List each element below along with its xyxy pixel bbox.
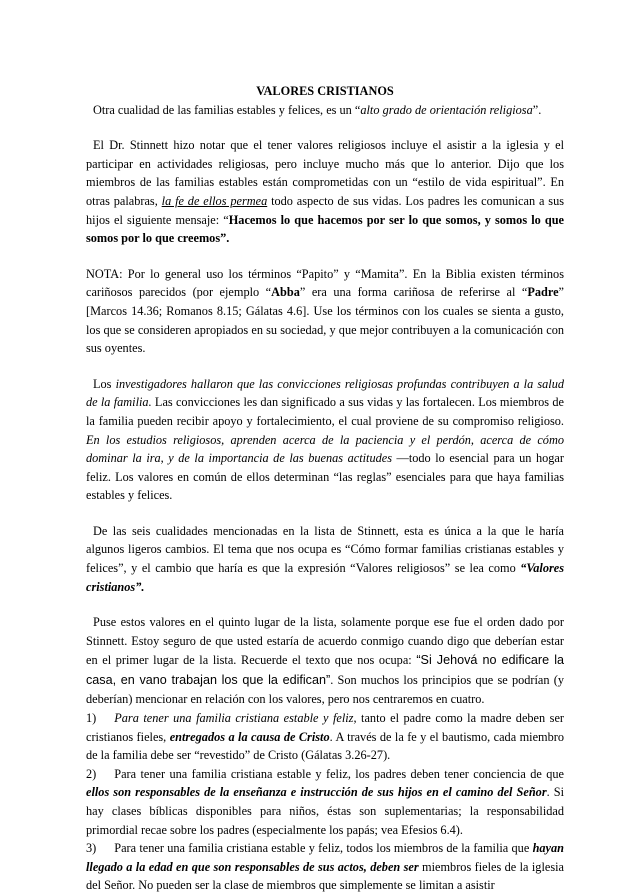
p1-text-2: todo aspecto de sus vidas. Los padres les comunican a sus hijos el siguiente mensaje: “ [86, 193, 565, 227]
item2-text-2: . Si hay clases bíblicas disponibles para niños, éstas son suplementarias; la responsabilidad primordial recae sobre los padres (especialmente los papás; vea Efesios 6.4). [86, 785, 564, 837]
list-item-2 [86, 765, 564, 839]
item3-text-2: miembros fieles de la iglesia del Señor. No pueden ser la clase de miembros que simplemente se limitan a asistir [86, 859, 564, 893]
paragraph-nota [86, 265, 564, 358]
p4-scripture-quote: “Si Jehová no edificare la casa, en vano trabajan los que la edifican” [86, 653, 564, 688]
item1-text-2: . A través de la fe y el bautismo, cada miembro de la familia debe ser “revestido” de Cristo (Gálatas 3.26-27). [86, 729, 564, 763]
paragraph-stinnett [86, 136, 564, 248]
p2-italic-2: En los estudios religiosos, aprenden acerca de la paciencia y el perdón, acerca de cómo dominar la ira, y de la importancia de las buenas actitudes [86, 432, 564, 466]
paragraph-investigadores [86, 375, 564, 505]
list-number: 1) [86, 711, 97, 726]
nota-text-3: ” [Marcos 14.36; Romanos 8.15; Gálatas 4.6]. Use los términos con los cuales se sienta a gusto, los que se consideren apropiados en su sociedad, y que mejor contribuyen a la comunicación con sus oyentes. [86, 285, 564, 356]
list-number: 2) [86, 766, 97, 781]
list-item-1 [86, 709, 564, 765]
document-page [86, 82, 564, 895]
paragraph-quinto-lugar [86, 613, 564, 709]
intro-paragraph [86, 101, 564, 120]
p2-text: Los [93, 376, 116, 391]
intro-end: ”. [532, 102, 542, 117]
item1-text: tanto el padre como la madre deben ser cristianos fieles, [86, 711, 565, 744]
nota-padre: Padre [527, 285, 559, 300]
paragraph-cualidades [86, 522, 564, 596]
p2-text-2: Las convicciones les dan significado a sus vidas y las fortalecen. Los miembros de la familia pueden recibir apoyo y fortalecimiento, el cual proviene de su compromiso religioso. [86, 395, 564, 428]
p2-text-3: —todo lo esencial para un hogar feliz. Los valores en común de ellos determinan “las reglas” esenciales para que haya familias estables y felices. [86, 451, 564, 503]
nota-abba: Abba [271, 285, 300, 300]
p1-underlined-italic: la fe de ellos permea [161, 193, 268, 208]
p4-text-2: . Son muchos los principios que se podrían (y deberían) mencionar en relación con los valores, pero nos centraremos en cuatro. [86, 673, 564, 707]
p4-text: Puse estos valores en el quinto lugar de la lista, solamente porque ese fue el orden dado por Stinnett. Estoy seguro de que usted estaría de acuerdo conmigo cuando digo que deberían estar en el primer lugar de la lista. Recuerde el texto que nos ocupa: [86, 615, 564, 668]
p2-italic: investigadores hallaron que las convicciones religiosas profundas contribuyen a la salud de la familia. [86, 376, 564, 410]
nota-text: NOTA: Por lo general uso los términos “Papito” y “Mamita”. En la Biblia existen términos cariñosos parecidos (por ejemplo “ [86, 266, 564, 300]
item2-bold-italic: ellos son responsables de la enseñanza e instrucción de sus hijos en el camino del Señor [86, 785, 547, 800]
item3-text: Para tener una familia cristiana estable y feliz, todos los miembros de la familia que [114, 841, 533, 856]
p3-text: De las seis cualidades mencionadas en la lista de Stinnett, esta es única a la que le haría algunos ligeros cambios. El tema que nos ocupa es “Cómo formar familias cristianas estables y felices”, y el cambio que haría es que la expresión “Valores religiosos” se lea como [86, 523, 564, 576]
page-title: VALORES CRISTIANOS [256, 84, 394, 98]
item1-italic: Para tener una familia cristiana estable y feliz, [114, 711, 357, 726]
p3-bold-italic: “Valores cristianos”. [86, 561, 564, 594]
nota-text-2: ” era una forma cariñosa de referirse al “ [299, 285, 528, 300]
intro-text: Otra cualidad de las familias estables y felices, es un “ [93, 102, 361, 117]
p1-bold-quote: Hacemos lo que hacemos por ser lo que somos, y somos lo que somos por lo que creemos”. [86, 212, 564, 246]
item3-bold-italic: hayan llegado a la edad en que son responsables de sus actos, deben ser [86, 841, 564, 874]
list-item-3 [86, 839, 564, 895]
item1-bold-italic: entregados a la causa de Cristo [169, 729, 330, 744]
p1-text: El Dr. Stinnett hizo notar que el tener valores religiosos incluye el asistir a la iglesia y el participar en actividades religiosas, pero incluye mucho más que lo anterior. Dijo que los miembros de las familias estables están comprometidas con un “estilo de vida espiritual”. En otras palabras, [86, 138, 564, 208]
item2-text: Para tener una familia cristiana estable y feliz, los padres deben tener conciencia de que [114, 766, 564, 781]
list-number: 3) [86, 841, 97, 856]
intro-emphasis: alto grado de orientación religiosa [360, 102, 533, 117]
